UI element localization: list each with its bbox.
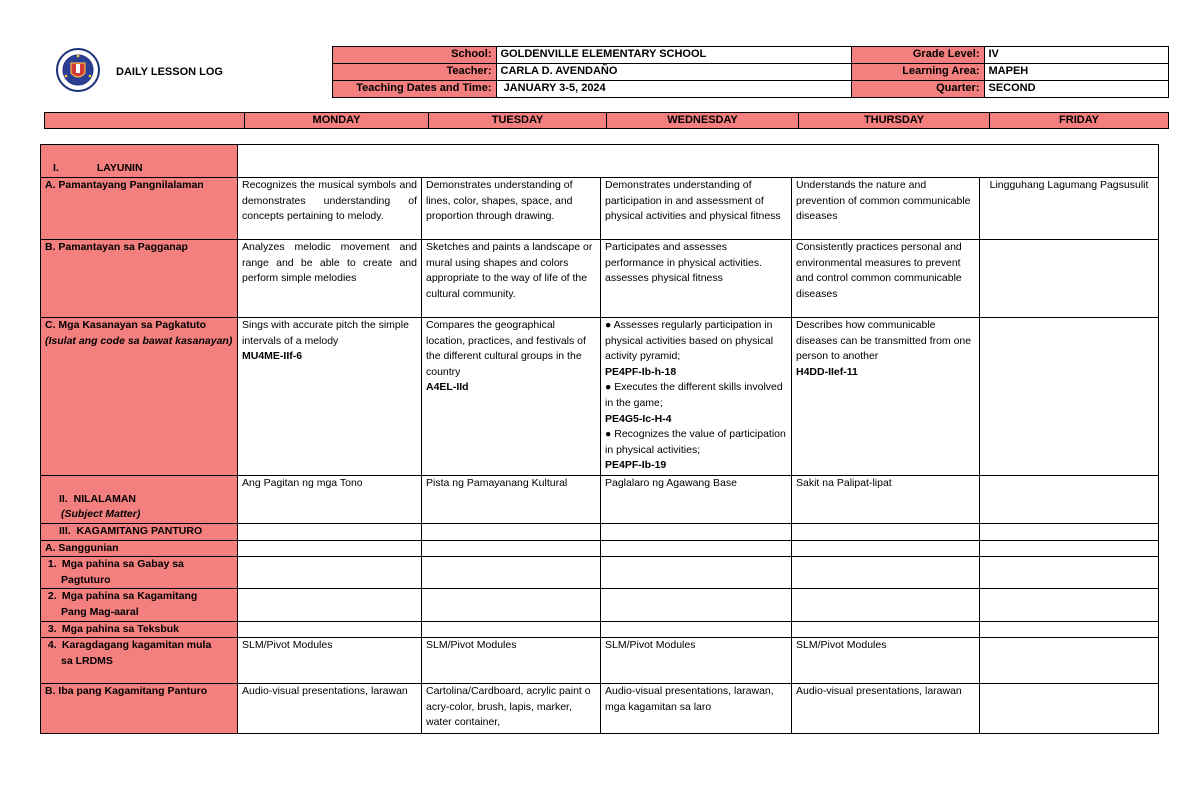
- content-standard-monday: Recognizes the musical symbols and demonstrates understanding of concepts pertaining to melody.: [238, 178, 422, 240]
- deped-seal: [44, 47, 112, 98]
- deped-seal-icon: [52, 47, 104, 93]
- nilalaman-monday: Ang Pagitan ng mga Tono: [238, 476, 422, 524]
- row-content-standard: [41, 178, 1159, 240]
- teksbuk-label: 3. Mga pahina sa Teksbuk: [41, 621, 238, 638]
- competencies-note: (Isulat ang code sa bawat kasanayan): [45, 334, 233, 347]
- mag-aaral-label: 2. Mga pahina sa Kagamitang Pang Mag-aaral: [41, 589, 238, 621]
- content-standard-thursday: Understands the nature and prevention of common communicable diseases: [792, 178, 980, 240]
- lrdms-wednesday: SLM/Pivot Modules: [601, 638, 792, 684]
- iba-pa-friday: [980, 684, 1159, 734]
- lrdms-thursday: SLM/Pivot Modules: [792, 638, 980, 684]
- competencies-wednesday: ● Assesses regularly participation in physical activities based on physical activity pyramid; PE4PF-Ib-h-18 ● Executes the different skills involved in the game; PE4G5-Ic-H-4 ● Recognizes the value of participation in physical activities; PE4PF-Ib-19: [601, 318, 792, 476]
- competency-code: A4EL-IId: [426, 381, 469, 394]
- content-standard-friday: Lingguhang Lagumang Pagsusulit: [980, 178, 1159, 240]
- day-wednesday: WEDNESDAY: [607, 113, 799, 129]
- grade-level-value: IV: [984, 47, 1168, 64]
- row-iba-pa: [41, 684, 1159, 734]
- performance-standard-label: B. Pamantayan sa Pagganap: [41, 240, 238, 318]
- competency-code: H4DD-IIef-11: [796, 365, 858, 378]
- row-competencies: [41, 318, 1159, 476]
- header-table: [44, 46, 1169, 98]
- competency-code: PE4G5-Ic-H-4: [605, 412, 672, 425]
- competencies-friday: [980, 318, 1159, 476]
- iba-pa-thursday: Audio-visual presentations, larawan: [792, 684, 980, 734]
- competencies-tuesday: Compares the geographical location, practices, and festivals of the different cultural groups in the country A4EL-IId: [422, 318, 601, 476]
- quarter-value: SECOND: [984, 81, 1168, 98]
- teacher-value: CARLA D. AVENDAÑO: [496, 64, 851, 81]
- row-layunin: [41, 145, 1159, 178]
- nilalaman-tuesday: Pista ng Pamayanang Kultural: [422, 476, 601, 524]
- iba-pa-monday: Audio-visual presentations, larawan: [238, 684, 422, 734]
- layunin-heading: I. LAYUNIN: [41, 145, 238, 178]
- competencies-monday: Sings with accurate pitch the simple intervals of a melody MU4ME-IIf-6: [238, 318, 422, 476]
- lrdms-friday: [980, 638, 1159, 684]
- header-section: [44, 46, 1168, 98]
- row-gabay: [41, 557, 1159, 589]
- dates-label: Teaching Dates and Time:: [332, 81, 496, 98]
- lrdms-label: 4. Karagdagang kagamitan mula sa LRDMS: [41, 638, 238, 684]
- lesson-log-table: [40, 144, 1159, 734]
- row-performance-standard: [41, 240, 1159, 318]
- nilalaman-wednesday: Paglalaro ng Agawang Base: [601, 476, 792, 524]
- competency-code: PE4PF-Ib-h-18: [605, 365, 677, 378]
- day-friday: FRIDAY: [990, 113, 1169, 129]
- grade-level-label: Grade Level:: [851, 47, 984, 64]
- performance-standard-friday: [980, 240, 1159, 318]
- dates-value: JANUARY 3-5, 2024: [496, 81, 851, 98]
- row-sanggunian: [41, 540, 1159, 557]
- kagamitan-label: III. KAGAMITANG PANTURO: [41, 524, 238, 541]
- performance-standard-tuesday: Sketches and paints a landscape or mural using shapes and colors appropriate to the way of life of the cultural community.: [422, 240, 601, 318]
- sanggunian-label: A. Sanggunian: [41, 540, 238, 557]
- layunin-blank: [238, 145, 1159, 178]
- nilalaman-label: II. NILALAMAN (Subject Matter): [41, 476, 238, 524]
- nilalaman-friday: [980, 476, 1159, 524]
- competencies-thursday: Describes how communicable diseases can be transmitted from one person to another H4DD-IIef-11: [792, 318, 980, 476]
- day-tuesday: TUESDAY: [429, 113, 607, 129]
- page-title: DAILY LESSON LOG: [116, 65, 223, 78]
- school-label: School:: [332, 47, 496, 64]
- competencies-label: C. Mga Kasanayan sa Pagkatuto (Isulat ang code sa bawat kasanayan): [41, 318, 238, 476]
- row-nilalaman: [41, 476, 1159, 524]
- performance-standard-wednesday: Participates and assesses performance in physical activities. assesses physical fitness: [601, 240, 792, 318]
- iba-pa-label: B. Iba pang Kagamitang Panturo: [41, 684, 238, 734]
- days-header-blank: [45, 113, 245, 129]
- lrdms-monday: SLM/Pivot Modules: [238, 638, 422, 684]
- learning-area-label: Learning Area:: [851, 64, 984, 81]
- row-kagamitan: [41, 524, 1159, 541]
- school-value: GOLDENVILLE ELEMENTARY SCHOOL: [496, 47, 851, 64]
- gabay-label: 1. Mga pahina sa Gabay sa Pagtuturo: [41, 557, 238, 589]
- iba-pa-tuesday: Cartolina/Cardboard, acrylic paint o acry-color, brush, lapis, marker, water container,: [422, 684, 601, 734]
- content-standard-wednesday: Demonstrates understanding of participation in and assessment of physical activities and physical fitness: [601, 178, 792, 240]
- nilalaman-note: (Subject Matter): [61, 508, 141, 521]
- competency-code: MU4ME-IIf-6: [242, 350, 303, 363]
- row-lrdms: [41, 638, 1159, 684]
- quarter-label: Quarter:: [851, 81, 984, 98]
- performance-standard-thursday: Consistently practices personal and environmental measures to prevent and control common communicable diseases: [792, 240, 980, 318]
- nilalaman-thursday: Sakit na Palipat-lipat: [792, 476, 980, 524]
- performance-standard-monday: Analyzes melodic movement and range and be able to create and perform simple melodies: [238, 240, 422, 318]
- lrdms-tuesday: SLM/Pivot Modules: [422, 638, 601, 684]
- day-thursday: THURSDAY: [799, 113, 990, 129]
- row-teksbuk: [41, 621, 1159, 638]
- content-standard-tuesday: Demonstrates understanding of lines, color, shapes, space, and proportion through drawing.: [422, 178, 601, 240]
- days-header-table: [44, 112, 1169, 129]
- content-standard-label: A. Pamantayang Pangnilalaman: [41, 178, 238, 240]
- teacher-label: Teacher:: [332, 64, 496, 81]
- row-mag-aaral: [41, 589, 1159, 621]
- competency-code: PE4PF-Ib-19: [605, 459, 667, 472]
- day-monday: MONDAY: [245, 113, 429, 129]
- learning-area-value: MAPEH: [984, 64, 1168, 81]
- iba-pa-wednesday: Audio-visual presentations, larawan, mga kagamitan sa laro: [601, 684, 792, 734]
